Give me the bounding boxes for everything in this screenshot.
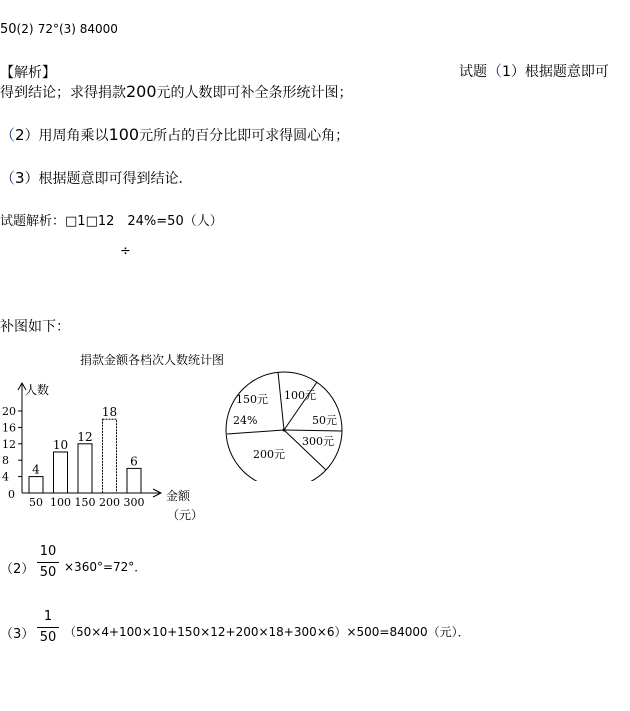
bar-value-label: 6 (130, 454, 138, 469)
pie-label-50: 50元 (312, 414, 337, 427)
part3-label: （3） (0, 627, 35, 642)
analysis-paren-open: （ (487, 62, 503, 80)
figure-title: 捐款金额各档次人数统计图 (80, 353, 225, 367)
analysis-line2 (0, 82, 353, 102)
item2-num: 2 (15, 126, 25, 144)
answer-part2-label: (2) (16, 22, 34, 36)
part3-fraction (37, 609, 59, 645)
origin-label: 0 (8, 488, 15, 501)
pie-label-300: 300元 (302, 435, 334, 448)
item3-a: ）根据题意即可得到结论． (24, 171, 193, 187)
bar-50 (29, 477, 43, 493)
analysis-line2-b: 元的人数即可补全条形统计图； (156, 85, 353, 101)
analysis-num: 1 (502, 64, 511, 80)
x-axis-label: 金额 (166, 489, 191, 503)
analysis-line2-num: 200 (126, 82, 157, 101)
part2-fraction (37, 544, 59, 580)
part2-expression: ×360°=72°． (64, 560, 147, 574)
y-axis-label: 人数 (25, 383, 50, 397)
pie-divider (284, 430, 342, 431)
fraction-bar (37, 562, 59, 563)
part3-denominator: 50 (39, 630, 57, 645)
y-tick-label: 20 (2, 405, 16, 418)
item2-b: 元所占的百分比即可求得圆心角； (139, 128, 350, 144)
part2-numerator: 10 (39, 544, 57, 559)
pie-label-200: 200元 (253, 448, 285, 461)
item3-num: 3 (15, 169, 25, 187)
analysis-item3 (0, 167, 193, 188)
x-tick-label: 50 (29, 496, 43, 509)
bar-100 (54, 452, 68, 493)
y-tick-label: 16 (2, 421, 16, 435)
x-tick-label: 200 (99, 496, 120, 509)
pie-center (283, 429, 286, 432)
x-tick-label: 100 (50, 496, 71, 509)
bar-300 (127, 468, 141, 493)
part2-label: （2） (0, 562, 35, 577)
x-tick-label: 300 (123, 496, 145, 509)
pie-label-100: 100元 (284, 389, 316, 402)
answer-part2-3: 72°(3) 84000 (37, 22, 118, 36)
x-axis-unit: （元） (167, 508, 204, 522)
y-tick-label: 12 (2, 437, 16, 451)
supplement-label: 补图如下： (0, 319, 70, 335)
analysis-heading: 【解析】 (0, 65, 56, 81)
item2-a: ）用周角乘以 (24, 128, 109, 144)
pie-divider (227, 430, 284, 434)
item3-paren: （ (0, 169, 16, 187)
analysis-right-label: 试题 (459, 64, 487, 80)
bar-value-label: 10 (52, 438, 69, 452)
solution-label: 试题解析： (0, 214, 66, 229)
solution-line (0, 210, 223, 229)
bar-value-label: 4 (32, 462, 40, 477)
solution-expr: □1□12 24%=50（人） (65, 214, 223, 229)
analysis-line2-a: 得到结论；求得捐款 (0, 85, 126, 101)
item2-paren: （ (0, 126, 16, 144)
bar-value-label: 18 (101, 405, 118, 420)
division-sign: ÷ (120, 244, 131, 259)
part3-expression: （50×4+100×10+150×12+200×18+300×6）×500=84000（元）． (64, 625, 470, 639)
analysis-right-text (459, 60, 609, 81)
analysis-item2 (0, 124, 349, 145)
part2-denominator: 50 (39, 565, 57, 580)
answer-line (0, 22, 118, 37)
x-tick-label: 150 (74, 496, 96, 509)
y-tick-label: 4 (2, 470, 9, 484)
analysis-right-cont: ）根据题意即可 (510, 64, 609, 80)
bar-value-label: 12 (77, 429, 93, 444)
pie-label-24pct: 24% (233, 414, 258, 427)
bar-150 (78, 444, 92, 493)
y-tick-label: 8 (2, 454, 9, 468)
item2-num2: 100 (108, 125, 140, 144)
answer-part1: 50 (0, 22, 17, 37)
part3-numerator: 1 (43, 609, 53, 624)
bar-200 (103, 419, 117, 493)
fraction-bar (37, 627, 59, 628)
bar-chart (0, 374, 215, 524)
pie-label-150: 150元 (236, 393, 268, 406)
pie-chart (222, 361, 352, 481)
